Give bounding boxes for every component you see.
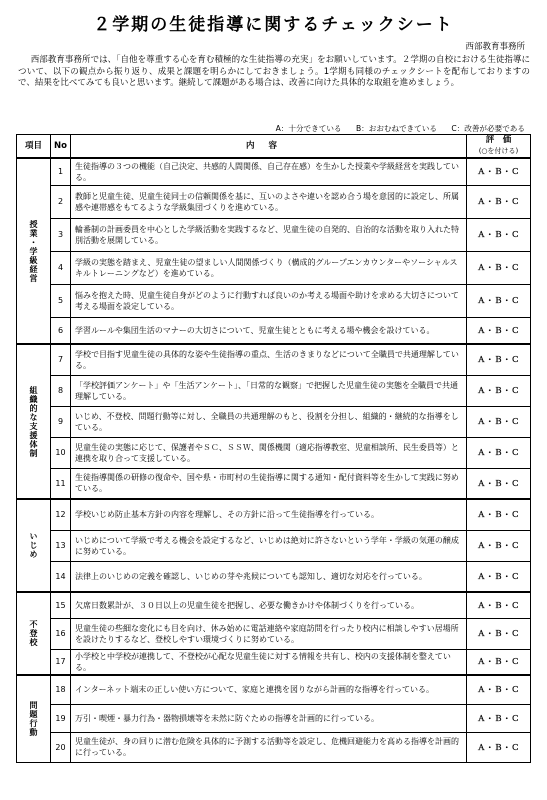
rating-options[interactable]: Ａ・Ｂ・Ｃ [467,284,531,317]
rating-options[interactable]: Ａ・Ｂ・Ｃ [467,704,531,732]
header-content: 内容 [71,135,467,159]
item-content: いじめについて学級で考える機会を設定するなど、いじめは絶対に許さないという学年・学級の気運の醸成に努めている。 [71,530,467,561]
rating-legend [264,123,525,134]
category-label: いじめ [17,499,51,592]
rating-options[interactable]: Ａ・Ｂ・Ｃ [467,344,531,375]
rating-options[interactable]: Ａ・Ｂ・Ｃ [467,317,531,344]
header-eval-note: (○を付ける) [478,147,519,155]
table-row [17,704,531,732]
item-number: 1 [51,158,71,185]
rating-options[interactable]: Ａ・Ｂ・Ｃ [467,375,531,406]
rating-options[interactable]: Ａ・Ｂ・Ｃ [467,592,531,618]
table-row [17,158,531,185]
item-content: 生徒指導関係の研修の復命や、国や県・市町村の生徒指導に関する通知・配付資料等を生かして実践に努めている。 [71,468,467,499]
item-number: 7 [51,344,71,375]
item-content: 学習ルールや集団生活のマナーの大切さについて、児童生徒とともに考える場や機会を設けている。 [71,317,467,344]
table-row [17,732,531,762]
item-content: 欠席日数累計が、３０日以上の児童生徒を把握し、必要な働きかけや体制づくりを行っている。 [71,592,467,618]
table-row [17,530,531,561]
rating-options[interactable]: Ａ・Ｂ・Ｃ [467,251,531,284]
item-number: 3 [51,218,71,251]
item-content: 児童生徒の些細な変化にも目を向け、休み始めに電話連絡や家庭訪問を行ったり校内に相談しやすい居場所を設けたりするなど、登校しやすい環境づくりに努めている。 [71,618,467,649]
item-number: 10 [51,437,71,468]
item-number: 11 [51,468,71,499]
item-number: 4 [51,251,71,284]
table-header-row [17,135,531,159]
item-number: 13 [51,530,71,561]
item-number: 16 [51,618,71,649]
item-number: 12 [51,499,71,530]
rating-options[interactable]: Ａ・Ｂ・Ｃ [467,406,531,437]
rating-options[interactable]: Ａ・Ｂ・Ｃ [467,675,531,704]
rating-options[interactable]: Ａ・Ｂ・Ｃ [467,618,531,649]
item-number: 15 [51,592,71,618]
header-eval-label: 評 価 [485,135,512,145]
category-label: 組織的な支援体制 [17,344,51,499]
table-row [17,618,531,649]
item-content: 「学校評価アンケート」や「生活アンケート」、「日常的な観察」で把握した児童生徒の実態を全職員で共通理解している。 [71,375,467,406]
category-label: 問題行動 [17,675,51,762]
item-content: 学校で目指す児童生徒の具体的な姿や生徒指導の重点、生活のきまりなどについて全職員で共通理解している。 [71,344,467,375]
item-content: 万引・喫煙・暴力行為・器物損壊等を未然に防ぐための指導を計画的に行っている。 [71,704,467,732]
item-number: 18 [51,675,71,704]
table-row [17,675,531,704]
rating-options[interactable]: Ａ・Ｂ・Ｃ [467,468,531,499]
item-number: 5 [51,284,71,317]
table-row [17,375,531,406]
header-eval [467,135,531,159]
item-number: 20 [51,732,71,762]
table-row [17,317,531,344]
legend-a: A：十分できている [275,124,342,133]
item-number: 19 [51,704,71,732]
checklist-table [16,134,531,763]
legend-c: C：改善が必要である [451,124,525,133]
page-title: ２学期の生徒指導に関するチェックシート [93,15,454,35]
table-row [17,344,531,375]
rating-options[interactable]: Ａ・Ｂ・Ｃ [467,649,531,675]
rating-options[interactable]: Ａ・Ｂ・Ｃ [467,158,531,185]
office-name: 西部教育事務所 [465,42,525,52]
item-content: 法律上のいじめの定義を確認し、いじめの芽や兆候についても認知し、適切な対応を行っている。 [71,561,467,592]
item-content: 小学校と中学校が連携して、不登校が心配な児童生徒に対する情報を共有し、校内の支援体制を整えている。 [71,649,467,675]
table-row [17,284,531,317]
rating-options[interactable]: Ａ・Ｂ・Ｃ [467,437,531,468]
intro-text: 西部教育事務所では、「自他を尊重する心を育む積極的な生徒指導の充実」をお願いしています。２学期の自校における生徒指導について、以下の観点から振り返り、成果と課題を明らかにしておきましょう。1学期も同様のチェックシートを配布しておりますので、結果を比べてみても良いと思います。継続して課題がある場合は、改善に向けた具体的な取組を進めましょう。 [18,55,530,88]
item-content: 輪番制の計画委員を中心とした学級活動を実践するなど、児童生徒の自発的、自治的な活動を取り入れた特別活動を展開している。 [71,218,467,251]
item-content: 児童生徒の実態に応じて、保護者やＳＣ、ＳＳＷ、関係機関（適応指導教室、児童相談所、民生委員等）と連携を取り合って支援している。 [71,437,467,468]
item-content: 学校いじめ防止基本方針の内容を理解し、その方針に沿って生徒指導を行っている。 [71,499,467,530]
item-content: 教師と児童生徒、児童生徒同士の信頼関係を基に、互いのよさや違いを認め合う場を意図的に設定し、所属感や連帯感をもてるような学級集団づくりを進めている。 [71,185,467,218]
rating-options[interactable]: Ａ・Ｂ・Ｃ [467,561,531,592]
rating-options[interactable]: Ａ・Ｂ・Ｃ [467,530,531,561]
category-label: 授業・学級経営 [17,158,51,344]
table-row [17,437,531,468]
table-row [17,468,531,499]
item-number: 2 [51,185,71,218]
item-content: 悩みを抱えた時、児童生徒自身がどのように行動すれば良いのか考える場面や助けを求める大切さについて考える場面を設定している。 [71,284,467,317]
item-content: 生徒指導の３つの機能（自己決定、共感的人間関係、自己存在感）を生かした授業や学級経営を実践している。 [71,158,467,185]
rating-options[interactable]: Ａ・Ｂ・Ｃ [467,499,531,530]
header-item: 項目 [17,135,51,159]
item-number: 17 [51,649,71,675]
item-content: インターネット端末の正しい使い方について、家庭と連携を図りながら計画的な指導を行っている。 [71,675,467,704]
rating-options[interactable]: Ａ・Ｂ・Ｃ [467,218,531,251]
item-number: 8 [51,375,71,406]
rating-options[interactable]: Ａ・Ｂ・Ｃ [467,732,531,762]
table-row [17,499,531,530]
table-row [17,185,531,218]
category-label: 不登校 [17,592,51,675]
table-row [17,592,531,618]
checklist-body [17,158,531,762]
table-row [17,649,531,675]
table-row [17,251,531,284]
item-number: 14 [51,561,71,592]
item-number: 9 [51,406,71,437]
item-content: 学級の実態を踏まえ、児童生徒の望ましい人間関係づくり（構成的グループエンカウンターやソーシャルスキルトレーニングなど）を進めている。 [71,251,467,284]
table-row [17,561,531,592]
rating-options[interactable]: Ａ・Ｂ・Ｃ [467,185,531,218]
header-no: No [51,135,71,159]
table-row [17,218,531,251]
item-number: 6 [51,317,71,344]
legend-b: B：おおむねできている [355,124,437,133]
item-content: 児童生徒が、身の回りに潜む危険を具体的に予測する活動等を設定し、危機回避能力を高める指導を計画的に行っている。 [71,732,467,762]
table-row [17,406,531,437]
item-content: いじめ、不登校、問題行動等に対し、全職員の共通理解のもと、役割を分担し、組織的・継続的な指導をしている。 [71,406,467,437]
